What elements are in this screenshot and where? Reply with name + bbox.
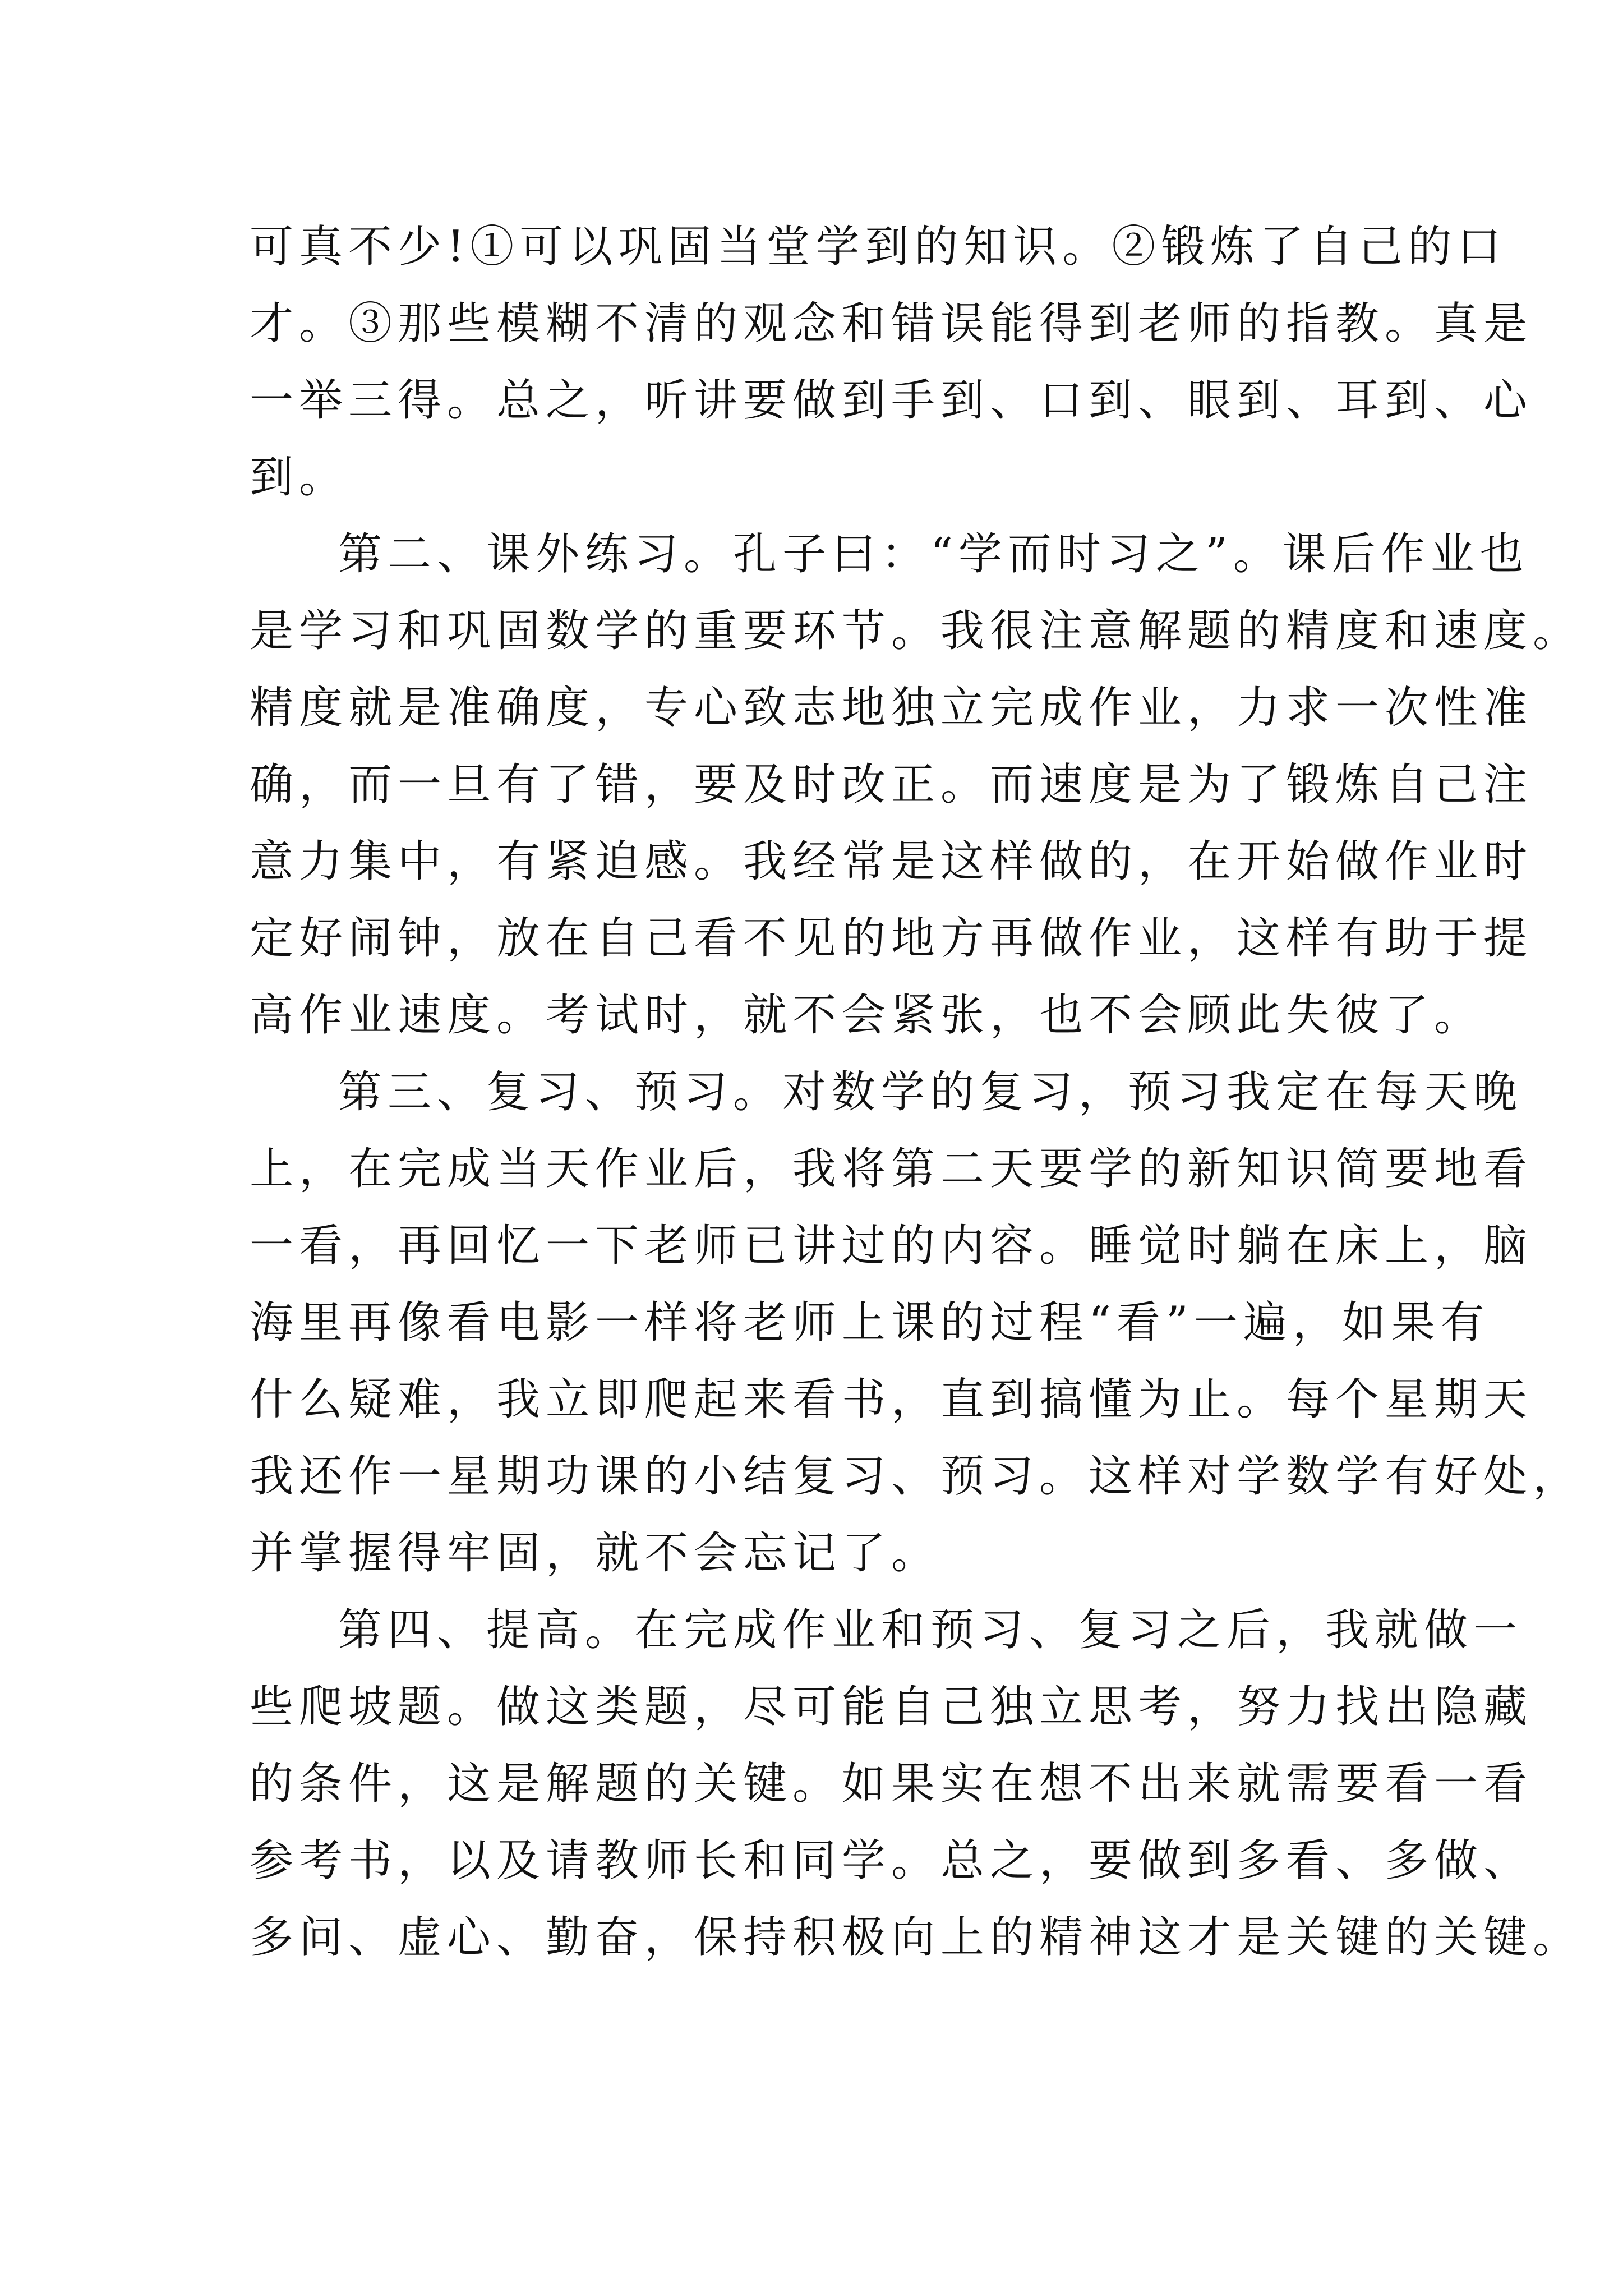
text-line: 上，在完成当天作业后，我将第二天要学的新知识简要地看 xyxy=(250,1144,1533,1194)
text-line: 一看，再回忆一下老师已讲过的内容。睡觉时躺在床上，脑 xyxy=(250,1221,1533,1271)
paragraph-intro-continuation xyxy=(250,209,1533,516)
text-line: 第二、课外练习。孔子曰：“学而时习之”。课后作业也 xyxy=(338,529,1529,579)
text-line: 确，而一旦有了错，要及时改正。而速度是为了锻炼自己注 xyxy=(250,760,1533,810)
text-line: 参考书，以及请教师长和同学。总之，要做到多看、多做、 xyxy=(250,1835,1533,1886)
paragraph-fourth xyxy=(250,1592,1583,1976)
text-line: 到。 xyxy=(250,452,349,503)
text-line: 高作业速度。考试时，就不会紧张，也不会顾此失彼了。 xyxy=(250,990,1484,1041)
text-line: 意力集中，有紧迫感。我经常是这样做的，在开始做作业时 xyxy=(250,836,1533,887)
text-line: 海里再像看电影一样将老师上课的过程“看”一遍，如果有 xyxy=(250,1297,1490,1348)
document-body xyxy=(250,209,1583,1976)
paragraph-third xyxy=(250,1054,1583,1592)
text-line: 一举三得。总之，听讲要做到手到、口到、眼到、耳到、心 xyxy=(250,375,1533,426)
text-line: 些爬坡题。做这类题，尽可能自己独立思考，努力找出隐藏 xyxy=(250,1682,1533,1732)
text-line: 我还作一星期功课的小结复习、预习。这样对学数学有好处， xyxy=(250,1451,1583,1502)
text-line: 什么疑难，我立即爬起来看书，直到搞懂为止。每个星期天 xyxy=(250,1374,1533,1425)
text-line: 定好闹钟，放在自己看不见的地方再做作业，这样有助于提 xyxy=(250,913,1533,964)
text-line: 可真不少!①可以巩固当堂学到的知识。②锻炼了自己的口 xyxy=(250,222,1507,272)
text-line: 是学习和巩固数学的重要环节。我很注意解题的精度和速度。 xyxy=(250,606,1583,656)
text-line: 精度就是准确度，专心致志地独立完成作业，力求一次性准 xyxy=(250,683,1533,733)
text-line: 多问、虚心、勤奋，保持积极向上的精神这才是关键的关键。 xyxy=(250,1912,1583,1963)
text-line: 第三、复习、预习。对数学的复习，预习我定在每天晚 xyxy=(338,1067,1523,1117)
text-line: 并掌握得牢固，就不会忘记了。 xyxy=(250,1528,941,1579)
text-line: 才。③那些模糊不清的观念和错误能得到老师的指教。真是 xyxy=(250,298,1533,349)
text-line: 的条件，这是解题的关键。如果实在想不出来就需要看一看 xyxy=(250,1759,1533,1809)
text-line: 第四、提高。在完成作业和预习、复习之后，我就做一 xyxy=(338,1605,1523,1655)
paragraph-second xyxy=(250,516,1583,1054)
